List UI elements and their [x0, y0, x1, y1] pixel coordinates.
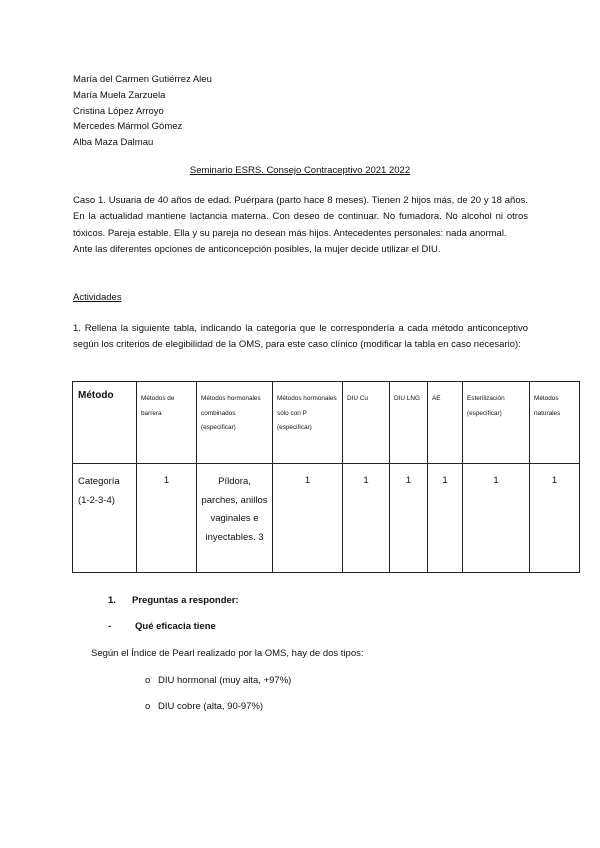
- author-name: Alba Maza Dalmau: [73, 137, 154, 149]
- cell-hormonales-p: 1: [273, 464, 343, 573]
- activities-heading: Actividades: [73, 292, 122, 303]
- bullet-marker: o: [145, 675, 151, 686]
- pearl-intro: Según el Índice de Pearl realizado por la OMS, hay de dos tipos:: [91, 648, 364, 659]
- eligibility-table: [72, 381, 580, 573]
- author-name: Mercedes Mármol Gómez: [73, 121, 183, 133]
- document-title: Seminario ESRS. Consejo Contraceptivo 2021 2022: [189, 165, 411, 176]
- header-hormonales-combinados: Métodos hormonales combinados (especificar): [197, 382, 273, 464]
- author-list: [73, 72, 212, 151]
- header-ae: AE: [428, 382, 463, 464]
- questions-number: 1.: [108, 595, 116, 606]
- header-naturales: Métodos naturales: [530, 382, 580, 464]
- header-hormonales-p: Métodos hormonales sólo con P (especificar): [273, 382, 343, 464]
- header-diu-lng: DIU LNG: [390, 382, 428, 464]
- header-metodo: Método: [73, 382, 137, 464]
- author-name: María del Carmen Gutiérrez Aleu: [73, 74, 212, 85]
- question-1-text: 1. Rellena la siguiente tabla, indicando la categoría que le correspondería a cada método anticonceptivo según los criterios de elegibilidad de la OMS, para este caso clínico (modificar la tabla en caso necesario):: [73, 323, 528, 350]
- table-row: [73, 464, 580, 573]
- header-barrera: Métodos de barrera: [137, 382, 197, 464]
- cell-barrera: 1: [137, 464, 197, 573]
- author-name: Cristina López Arroyo: [73, 105, 164, 117]
- header-esterilizacion: Esterilización (especificar): [463, 382, 530, 464]
- case-decision: Ante las diferentes opciones de anticoncepción posibles, la mujer decide utilizar el DIU.: [73, 243, 441, 255]
- bullet-marker: o: [145, 701, 151, 712]
- bullet-item: DIU hormonal (muy alta, +97%): [158, 675, 292, 686]
- questions-heading: Preguntas a responder:: [132, 595, 239, 606]
- cell-diu-lng: 1: [390, 464, 428, 573]
- cell-naturales: 1: [530, 464, 580, 573]
- case-paragraph: Caso 1. Usuaria de 40 años de edad. Puérpara (parto hace 8 meses). Tienen 2 hijos más, de 20 y 18 años. En la actualidad mantiene lactancia materna. Con deseo de continuar. No fumadora. No alcohol ni otros tóxicos. Pareja estable. Ella y su pareja no desean más hijos. Antecedentes personales: nada anormal.: [73, 195, 528, 239]
- row-label-categoria: Categoría (1-2-3-4): [73, 464, 137, 573]
- table-header-row: [73, 382, 580, 464]
- subquestion-dash: -: [108, 621, 112, 632]
- case-description: [73, 193, 528, 258]
- cell-diu-cu: 1: [343, 464, 390, 573]
- efficacy-heading: Qué eficacia tiene: [135, 621, 216, 632]
- author-name: María Muela Zarzuela: [73, 89, 166, 101]
- bullet-item: DIU cobre (alta, 90-97%): [158, 701, 264, 712]
- header-diu-cu: DIU Cu: [343, 382, 390, 464]
- cell-esterilizacion: 1: [463, 464, 530, 573]
- cell-hormonales-combinados: Píldora, parches, anillos vaginales e inyectables. 3: [197, 464, 273, 573]
- cell-ae: 1: [428, 464, 463, 573]
